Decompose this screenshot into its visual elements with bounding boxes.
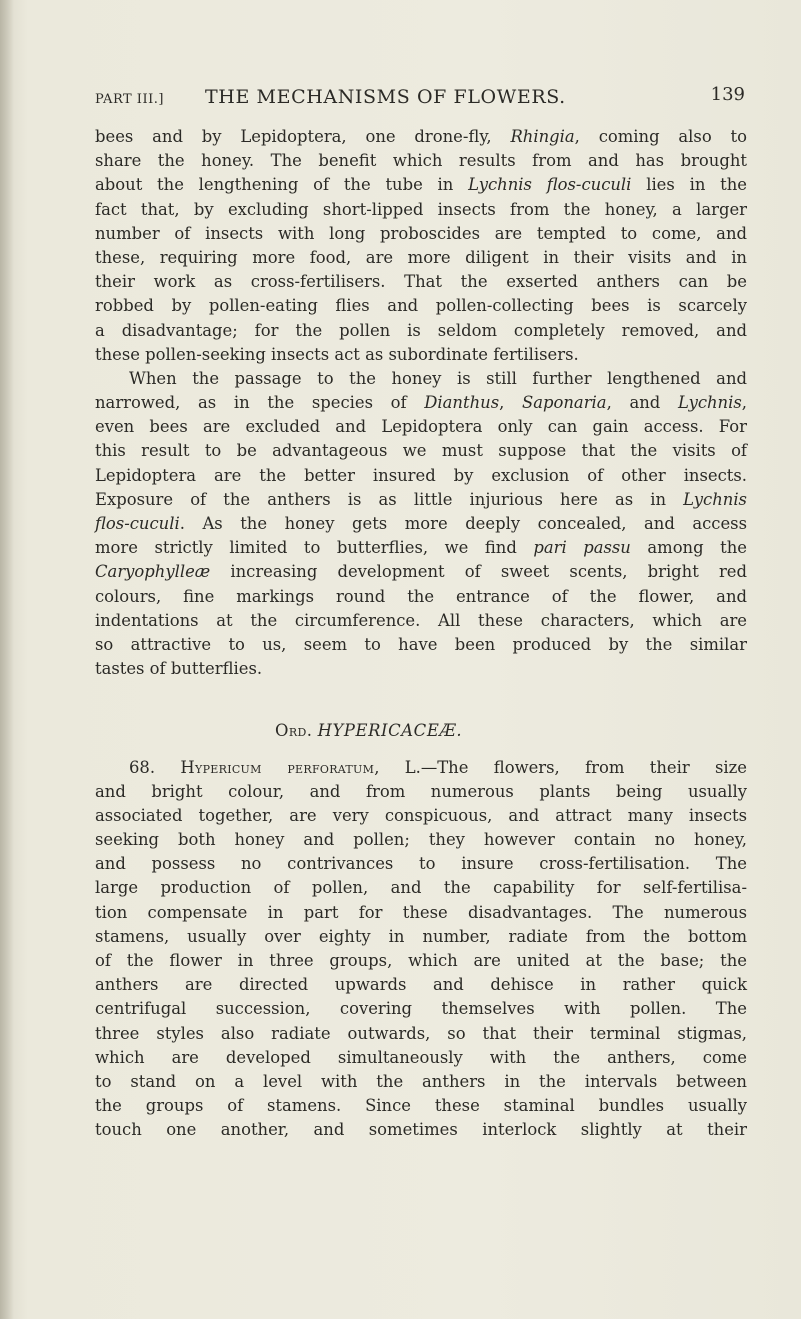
text-line: about the lengthening of the tube in Lychnis flos-cuculi lies in the <box>95 175 747 195</box>
page-number: 139 <box>710 84 745 105</box>
text-line: bees and by Lepidoptera, one drone-fly, Rhingia, coming also to <box>95 127 747 146</box>
text-line: more strictly limited to butterflies, we find pari passu among the <box>95 538 747 558</box>
text-line: large production of pollen, and the capability for self-fertilisa- <box>95 878 747 898</box>
running-head <box>95 80 745 116</box>
text-line: associated together, are very conspicuous, and attract many insects <box>95 805 747 825</box>
text-line: touch one another, and sometimes interlock slightly at their <box>95 1120 747 1140</box>
text-line: indentations at the circumference. All these characters, which are <box>95 610 747 630</box>
text-line: these pollen-seeking insects act as subordinate fertilisers. <box>95 344 579 364</box>
text-line: When the passage to the honey is still further lengthened and <box>129 368 747 388</box>
text-line: and bright colour, and from numerous plants being usually <box>95 781 747 801</box>
text-line: Lepidoptera are the better insured by exclusion of other insects. <box>95 465 747 485</box>
part-label: PART III.] <box>95 92 164 107</box>
text-line: these, requiring more food, are more diligent in their visits and in <box>95 247 747 267</box>
text-line: anthers are directed upwards and dehisce in rather quick <box>95 975 747 995</box>
text-line: even bees are excluded and Lepidoptera only can gain access. For <box>95 417 747 437</box>
text-line: their work as cross-fertilisers. That the exserted anthers can be <box>95 272 747 292</box>
text-line: the groups of stamens. Since these staminal bundles usually <box>95 1096 747 1116</box>
text-line: flos-cuculi. As the honey gets more deeply concealed, and access <box>95 514 747 533</box>
text-line: tion compensate in part for these disadvantages. The numerous <box>95 902 747 922</box>
running-title: THE MECHANISMS OF FLOWERS. <box>205 86 566 108</box>
text-line: tastes of butterflies. <box>95 659 263 679</box>
text-line: number of insects with long proboscides are tempted to come, and <box>95 223 747 243</box>
text-line: three styles also radiate outwards, so that their terminal stigmas, <box>95 1023 747 1043</box>
text-line: of the flower in three groups, which are united at the base; the <box>95 951 747 970</box>
text-line: this result to be advantageous we must suppose that the visits of <box>95 441 747 461</box>
species-name: Hypericum perforatum <box>180 757 375 777</box>
order-label: Ord. <box>275 721 313 741</box>
section-number: 68. <box>129 757 156 777</box>
text-line: centrifugal succession, covering themselves with pollen. The <box>95 999 747 1019</box>
body-text <box>95 125 747 1143</box>
text-line: and possess no contrivances to insure cross-fertilisation. The <box>95 854 747 874</box>
text-line: fact that, by excluding short-lipped insects from the honey, a larger <box>95 199 747 219</box>
text-line: so attractive to us, seem to have been produced by the similar <box>95 634 747 654</box>
binding-shadow <box>0 0 14 1319</box>
order-heading <box>95 719 747 743</box>
text-line: robbed by pollen-eating flies and pollen-collecting bees is scarcely <box>95 296 747 316</box>
text-line: Exposure of the anthers is as little injurious here as in Lychnis <box>95 489 747 509</box>
text-line: 68. Hypericum perforatum, L.—The flowers, from their size <box>129 757 747 777</box>
text-line: share the honey. The benefit which results from and has brought <box>95 151 747 171</box>
family-name: HYPERICACEÆ. <box>317 721 463 741</box>
text-line: stamens, usually over eighty in number, radiate from the bottom <box>95 926 747 946</box>
text-line: a disadvantage; for the pollen is seldom completely removed, and <box>95 320 747 340</box>
text-line: colours, fine markings round the entrance of the flower, and <box>95 586 747 606</box>
text-line: seeking both honey and pollen; they however contain no honey, <box>95 830 747 850</box>
text-line: Caryophylleæ increasing development of sweet scents, bright red <box>95 562 747 582</box>
text-line: narrowed, as in the species of Dianthus, Saponaria, and Lychnis, <box>95 393 747 413</box>
text-line: to stand on a level with the anthers in the intervals between <box>95 1071 747 1091</box>
text-line: which are developed simultaneously with the anthers, come <box>95 1047 747 1067</box>
